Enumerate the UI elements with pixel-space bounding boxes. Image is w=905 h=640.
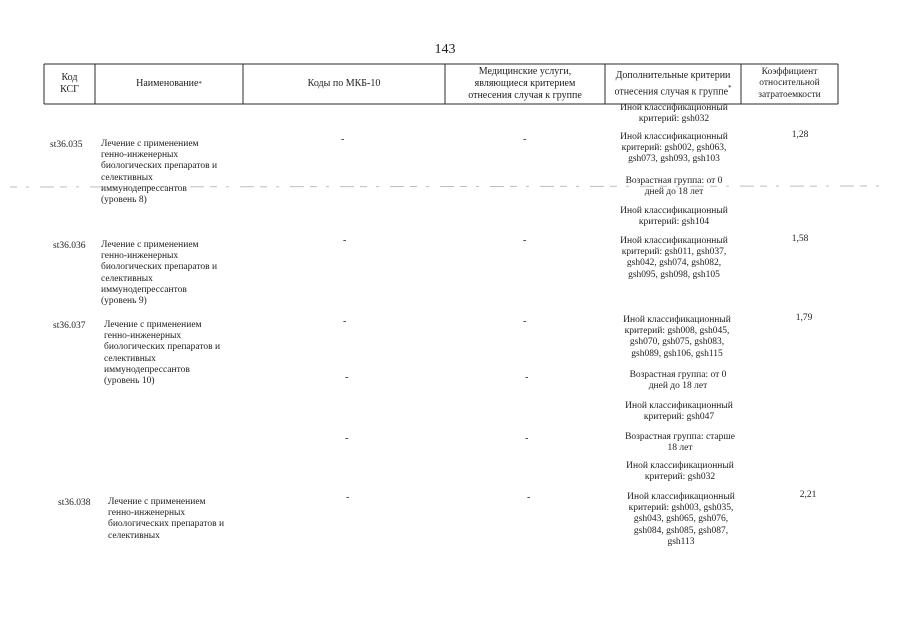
service-r10: - xyxy=(527,492,531,503)
header-code-ksg: Код КСГ xyxy=(60,72,79,95)
mkb-r4: - xyxy=(343,235,347,246)
header-services: Медицинские услуги, являющиеся критерием отнесения случая к группе xyxy=(468,66,582,101)
criteria-r0: Иной классификационный критерий: gsh032 xyxy=(620,103,728,125)
coef-r5: 1,79 xyxy=(795,313,813,323)
criteria-r5: Иной классификационный критерий: gsh008, gsh045, gsh070, gsh075, gsh083, gsh089, gsh106, gsh115 xyxy=(623,315,731,359)
criteria-r9: Иной классификационный критерий: gsh032 xyxy=(626,461,734,483)
mkb-r5: - xyxy=(343,316,347,327)
ksg-name-r5: Лечение с применением генно-инженерных биологических препаратов и селективных иммунодепрессантов (уровень 10) xyxy=(104,320,221,387)
service-r5: - xyxy=(523,316,527,327)
service-r8: - xyxy=(525,433,529,444)
ksg-code-r10: st36.038 xyxy=(58,498,91,508)
criteria-r10: Иной классификационный критерий: gsh003, gsh035, gsh043, gsh065, gsh076, gsh084, gsh085, gsh087, gsh113 xyxy=(627,492,735,547)
mkb-r6: - xyxy=(345,372,349,383)
ksg-code-r1: st36.035 xyxy=(50,140,83,150)
coef-r1: 1,28 xyxy=(791,130,809,140)
criteria-r8: Возрастная группа: старше 18 лет xyxy=(625,432,735,454)
criteria-r4: Иной классификационный критерий: gsh011, gsh037, gsh042, gsh074, gsh082, gsh095, gsh098, gsh105 xyxy=(620,236,728,280)
criteria-r6: Возрастная группа: от 0 дней до 18 лет xyxy=(629,370,727,392)
criteria-r2: Возрастная группа: от 0 дней до 18 лет xyxy=(625,176,723,198)
header-name: Наименование * xyxy=(136,78,202,89)
service-r1: - xyxy=(523,134,527,145)
mkb-r8: - xyxy=(345,433,349,444)
ksg-name-r1: Лечение с применением генно-инженерных биологических препаратов и селективных иммунодепрессантов (уровень 8) xyxy=(101,139,218,206)
coef-r4: 1,58 xyxy=(791,234,809,244)
ksg-code-r4: st36.036 xyxy=(53,241,86,251)
header-name-mark: * xyxy=(198,80,202,88)
mkb-r10: - xyxy=(346,492,350,503)
header-additional: Дополнительные критерии отнесения случая к группе* xyxy=(614,69,732,98)
page-number: 143 xyxy=(434,42,456,57)
mkb-r1: - xyxy=(341,134,345,145)
header-mkb-codes: Коды по МКБ-10 xyxy=(307,78,381,89)
criteria-r3: Иной классификационный критерий: gsh104 xyxy=(620,206,728,228)
ksg-name-r4: Лечение с применением генно-инженерных биологических препаратов и селективных иммунодепрессантов (уровень 9) xyxy=(101,240,218,307)
criteria-r1: Иной классификационный критерий: gsh002, gsh063, gsh073, gsh093, gsh103 xyxy=(620,132,728,165)
ksg-name-r10: Лечение с применением генно-инженерных биологических препаратов и селективных xyxy=(108,497,225,541)
header-coefficient: Коэффициент относительной затратоемкости xyxy=(758,66,821,100)
criteria-r7: Иной классификационный критерий: gsh047 xyxy=(625,401,733,423)
service-r6: - xyxy=(525,372,529,383)
ksg-code-r5: st36.037 xyxy=(53,321,86,331)
coef-r10: 2,21 xyxy=(799,490,817,500)
service-r4: - xyxy=(523,235,527,246)
header-additional-mark: * xyxy=(728,83,732,92)
